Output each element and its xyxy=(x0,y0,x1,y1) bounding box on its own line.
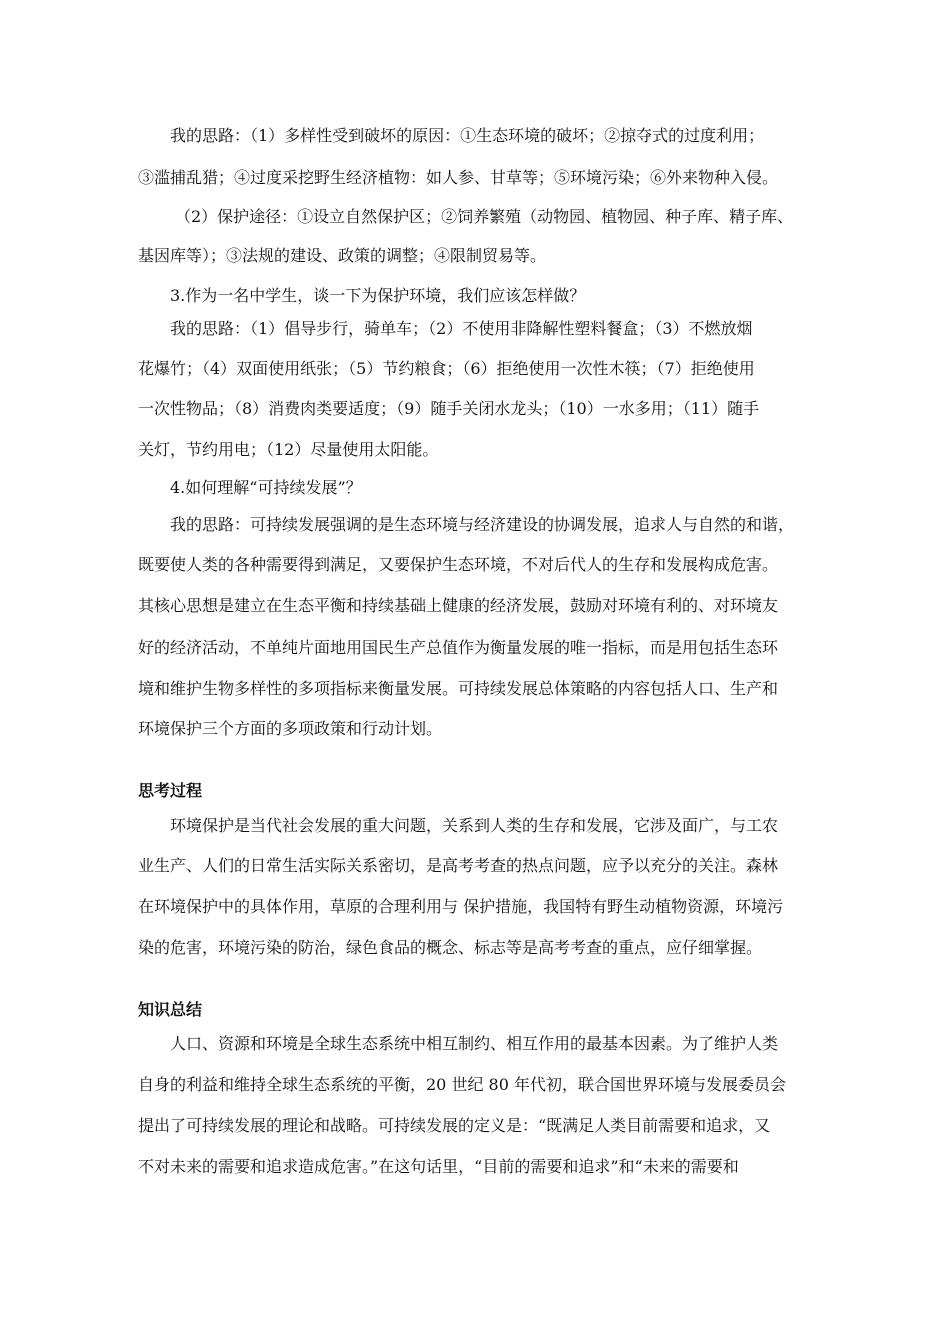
text-line: 染的危害，环境污染的防治，绿色食品的概念、标志等是高考考查的重点，应仔细掌握。 xyxy=(138,938,763,957)
section-heading-knowledge-summary: 知识总结 xyxy=(138,1000,203,1019)
text-line: ③滥捕乱猎；④过度采挖野生经济植物：如人参、甘草等；⑤环境污染；⑥外来物种入侵。 xyxy=(138,168,779,187)
text-line: 环境保护是当代社会发展的重大问题，关系到人类的生存和发展，它涉及面广，与工农 xyxy=(170,816,779,835)
question-line: 3.作为一名中学生，谈一下为保护环境，我们应该怎样做？ xyxy=(170,286,586,305)
text-line: 我的思路：（1）倡导步行，骑单车；（2）不使用非降解性塑料餐盒；（3）不燃放烟 xyxy=(170,319,753,338)
text-line: 环境保护三个方面的多项政策和行动计划。 xyxy=(138,719,443,738)
text-line: 不对未来的需要和追求造成危害。”在这句话里，“目前的需要和追求”和“未来的需要和 xyxy=(138,1157,739,1176)
text-line: （2）保护途径：①设立自然保护区；②饲养繁殖（动物园、植物园、种子库、精子库、 xyxy=(175,207,794,226)
text-line: 一次性物品；（8）消费肉类要适度；（9）随手关闭水龙头；（10）一水多用；（11）随手 xyxy=(138,399,760,418)
section-heading-thinking-process: 思考过程 xyxy=(138,781,203,800)
text-line: 既要使人类的各种需要得到满足，又要保护生态环境，不对后代人的生存和发展构成危害。 xyxy=(138,555,779,574)
text-line: 其核心思想是建立在生态平衡和持续基础上健康的经济发展，鼓励对环境有利的、对环境友 xyxy=(138,596,779,615)
text-line: 好的经济活动，不单纯片面地用国民生产总值作为衡量发展的唯一指标，而是用包括生态环 xyxy=(138,638,779,657)
question-line: 4.如何理解“可持续发展”？ xyxy=(170,478,362,497)
text-line: 基因库等）；③法规的建设、政策的调整；④限制贸易等。 xyxy=(138,246,547,265)
text-line: 在环境保护中的具体作用，草原的合理利用与 保护措施，我国特有野生动植物资源，环境污 xyxy=(138,897,784,916)
text-line: 境和维护生物多样性的多项指标来衡量发展。可持续发展总体策略的内容包括人口、生产和 xyxy=(138,679,779,698)
text-line: 关灯，节约用电；（12）尽量使用太阳能。 xyxy=(138,440,439,459)
text-line: 提出了可持续发展的理论和战略。可持续发展的定义是：“既满足人类目前需要和追求，又 xyxy=(138,1116,771,1135)
text-line: 业生产、人们的日常生活实际关系密切，是高考考查的热点问题，应予以充分的关注。森林 xyxy=(138,856,779,875)
text-line: 我的思路：（1）多样性受到破坏的原因：①生态环境的破坏；②掠夺式的过度利用； xyxy=(170,126,765,145)
text-line: 人口、资源和环境是全球生态系统中相互制约、相互作用的最基本因素。为了维护人类 xyxy=(170,1034,779,1053)
text-line: 自身的利益和维持全球生态系统的平衡，20 世纪 80 年代初，联合国世界环境与发展委员会 xyxy=(138,1075,786,1094)
text-line: 花爆竹；（4）双面使用纸张；（5）节约粮食；（6）拒绝使用一次性木筷；（7）拒绝使用 xyxy=(138,359,755,378)
text-line: 我的思路：可持续发展强调的是生态环境与经济建设的协调发展，追求人与自然的和谐， xyxy=(170,515,795,534)
